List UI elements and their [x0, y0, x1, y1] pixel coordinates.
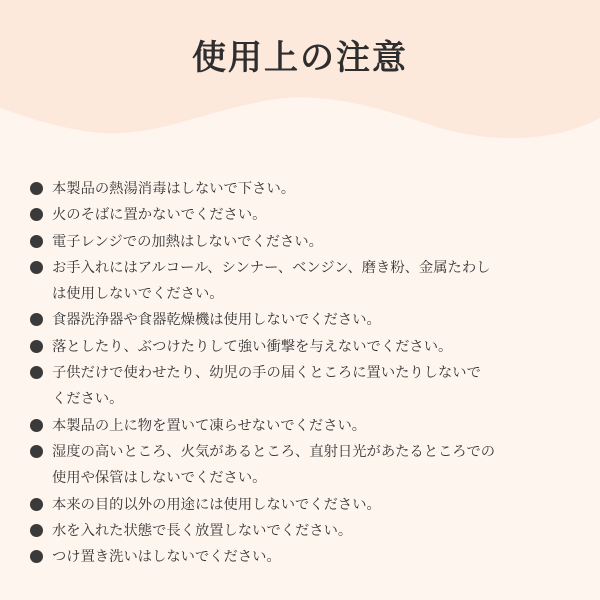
bullet-icon — [30, 366, 43, 379]
caution-item — [28, 492, 576, 518]
caution-text-line: 本製品の熱湯消毒はしないで下さい。 — [52, 181, 296, 197]
bullet-icon — [30, 445, 43, 458]
caution-item — [28, 413, 576, 439]
caution-text-line: 電子レンジでの加熱はしないでください。 — [52, 233, 323, 250]
caution-text-line: 水を入れた状態で長く放置しないでください。 — [52, 522, 353, 539]
caution-text-line: つけ置き洗いはしないでください。 — [52, 549, 281, 566]
caution-item — [28, 544, 576, 570]
caution-text-line: 使用や保管はしないでください。 — [52, 470, 267, 487]
caution-item — [28, 334, 576, 360]
caution-item — [28, 307, 576, 333]
caution-text-line: 落としたり、ぶつけたりして強い衝撃を与えないでください。 — [52, 338, 453, 355]
bullet-icon — [30, 208, 43, 221]
caution-text-line: は使用しないでください。 — [52, 286, 224, 303]
caution-item — [28, 229, 576, 255]
bullet-icon — [30, 498, 43, 511]
caution-text-line: 本製品の上に物を置いて凍らせないでください。 — [52, 417, 367, 434]
caution-item — [28, 255, 576, 308]
bullet-icon — [30, 419, 43, 432]
bullet-icon — [30, 261, 43, 274]
caution-item — [28, 439, 576, 492]
caution-text-line: 食器洗浄器や食器乾燥機は使用しないでください。 — [52, 312, 381, 329]
bullet-icon — [30, 550, 43, 563]
caution-text-line: 本来の目的以外の用途には使用しないでください。 — [52, 496, 381, 513]
bullet-icon — [30, 313, 43, 326]
caution-text-line: 子供だけで使わせたり、幼児の手の届くところに置いたりしないで — [52, 365, 481, 382]
caution-item — [28, 518, 576, 544]
caution-text-line: お手入れにはアルコール、シンナー、ベンジン、磨き粉、金属たわし — [52, 259, 491, 276]
caution-text-line: 火のそばに置かないでください。 — [52, 207, 267, 224]
page-title: 使用上の注意 — [192, 38, 408, 78]
header-wave-background — [0, 0, 600, 170]
caution-text-line: 湿度の高いところ、火気があるところ、直射日光があたるところでの — [52, 443, 496, 460]
caution-item — [28, 360, 576, 413]
caution-item — [28, 202, 576, 228]
caution-text-line: ください。 — [52, 391, 124, 408]
bullet-icon — [30, 235, 43, 248]
bullet-icon — [30, 340, 43, 353]
caution-list — [28, 176, 576, 570]
bullet-icon — [30, 182, 43, 195]
caution-item — [28, 176, 576, 202]
bullet-icon — [30, 524, 43, 537]
